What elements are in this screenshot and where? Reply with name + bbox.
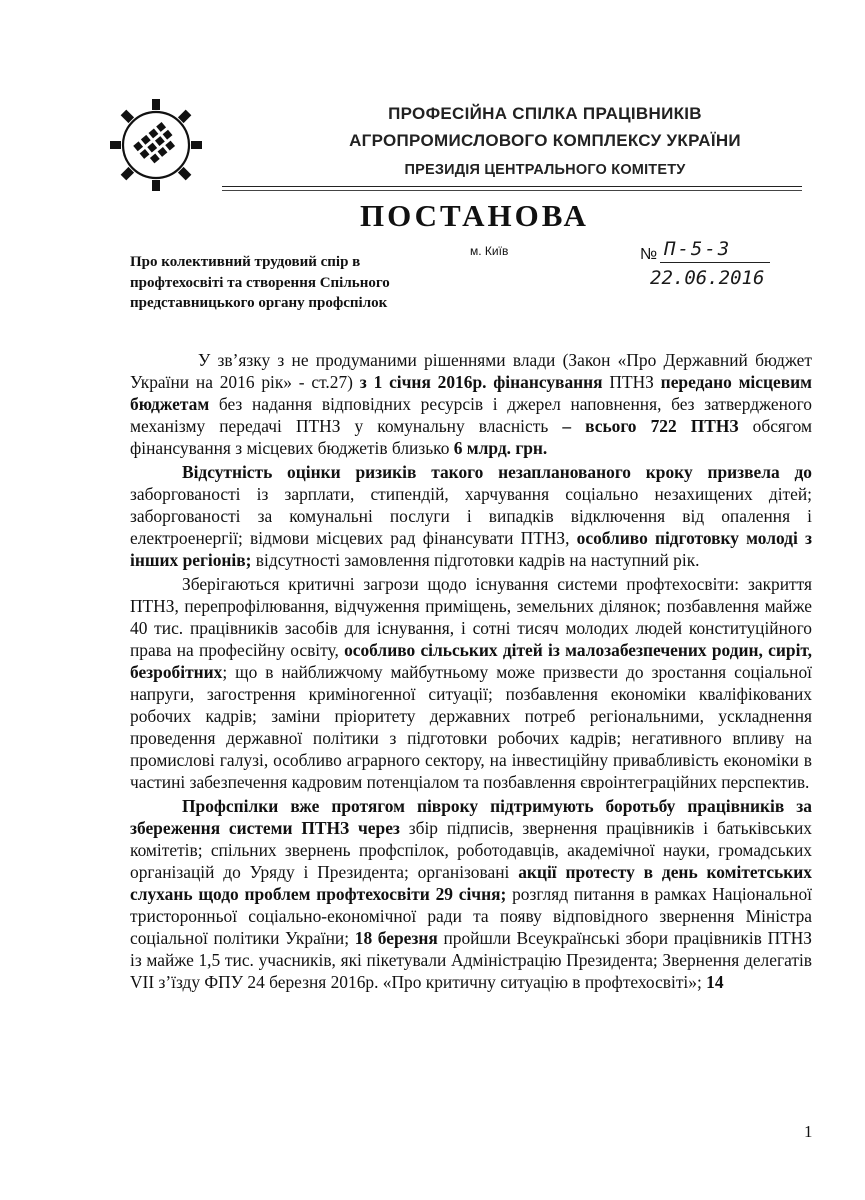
handwritten-doc-date: 22.06.2016 [650, 267, 765, 289]
text-run: заборгованості із зарплати, стипендій, харчування соціально незахищених дітей; заборгованості за комунальні послуги і випадків відключення від опалення і електроенергії; відмови місцевих рад фінансувати ПТНЗ, [130, 484, 812, 548]
number-underline [660, 262, 770, 263]
bold-text-run: 14 [706, 972, 724, 992]
bold-text-run: Профспілки вже протягом півроку підтримують боротьбу працівників за збереження системи ПТНЗ через [130, 796, 812, 838]
paragraph [130, 349, 812, 459]
organization-name-line2: АГРОПРОМИСЛОВОГО КОМПЛЕКСУ УКРАЇНИ [349, 131, 741, 150]
document-body [130, 349, 812, 995]
resolution-subject: Про колективний трудовий спір в профтехосвіті та створення Спільного представницького органу профспілок [130, 254, 390, 311]
text-run: відсутності замовлення підготовки кадрів на наступний рік. [251, 550, 700, 570]
bold-text-run: особливо підготовку молоді з інших регіонів; [130, 528, 812, 570]
bold-text-run: особливо сільських дітей із малозабезпечених родин, сиріт, безробітних [130, 640, 812, 682]
text-run: Зберігаються критичні загрози щодо існування системи профтехосвіти: закриття ПТНЗ, перепрофілювання, відчуження приміщень, земельних ділянок; позбавлення майже 40 тис. працівників засобів для існування, і сотні тисяч молодих людей конституційного права на професійну освіту, [130, 574, 812, 660]
text-run: пройшли Всеукраїнські збори працівників ПТНЗ із майже 1,5 тис. учасників, які пікетували Адміністрацію Президента; Звернення делегатів VII з’їзду ФПУ 24 березня 2016р. «Про критичну ситуацію в профтехосвіті»; [130, 928, 813, 992]
header-divider [222, 186, 802, 187]
paragraph [130, 795, 812, 993]
paragraph [130, 461, 812, 571]
text-run: ; що в найближчому майбутньому може призвести до зростання соціальної напруги, загострення криміногенної ситуації; позбавлення економіки кваліфікованих робочих кадрів; заміни пріоритету державних потреб регіональними, ускладнення проведення державної політики з підготовки робочих кадрів; негативного впливу на промислові галузі, особливо аграрного сектору, на інвестиційну привабливість економіки в частині забезпечення кадровим потенціалом та позбавлення євроінтеграційних перспектив. [130, 662, 812, 792]
text-run: збір підписів, звернення працівників і батьківських комітетів; спільних звернень профспілок, роботодавців, академічної науки, громадських організацій до Уряду і Президента; організовані [130, 818, 813, 882]
document-title: ПОСТАНОВА [360, 198, 589, 233]
presidium-line: ПРЕЗИДІЯ ЦЕНТРАЛЬНОГО КОМІТЕТУ [404, 162, 686, 178]
text-run: У зв’язку з не продуманими рішеннями влади (Закон «Про Державний бюджет України на 2016 рік» - ст.27) [130, 350, 812, 392]
bold-text-run: з 1 січня 2016р. фінансування [359, 372, 603, 392]
text-run: обсягом фінансування з місцевих бюджетів близько [130, 416, 812, 458]
text-run: без надання відповідних ресурсів і джерел наповнення, без затвердженого механізму передачі ПТНЗ у комунальну власність [130, 394, 812, 436]
organization-name-line1: ПРОФЕСІЙНА СПІЛКА ПРАЦІВНИКІВ [388, 104, 702, 123]
union-emblem-logo [108, 97, 204, 193]
bold-text-run: акції протесту в день комітетських слухань щодо проблем профтехосвіти 29 січня; [130, 862, 812, 904]
bold-text-run: – всього 722 ПТНЗ [562, 416, 739, 436]
paragraph [130, 573, 812, 793]
bold-text-run: 6 млрд. грн. [453, 438, 548, 458]
city-label: м. Київ [470, 244, 509, 258]
number-label: № [640, 246, 658, 263]
text-run: розгляд питання в рамках Національної тристоронньої соціально-економічної ради та появу відповідного звернення Міністра соціальної політики України; [130, 884, 812, 948]
text-run: ПТНЗ [602, 372, 661, 392]
handwritten-doc-number: П-5-3 [664, 238, 732, 260]
bold-text-run: передано місцевим бюджетам [130, 372, 812, 414]
bold-text-run: 18 березня [354, 928, 438, 948]
bold-text-run: Відсутність оцінки ризиків такого незапланованого кроку призвела до [182, 462, 812, 482]
header-divider-2 [222, 190, 802, 191]
page-number: 1 [804, 1122, 813, 1141]
